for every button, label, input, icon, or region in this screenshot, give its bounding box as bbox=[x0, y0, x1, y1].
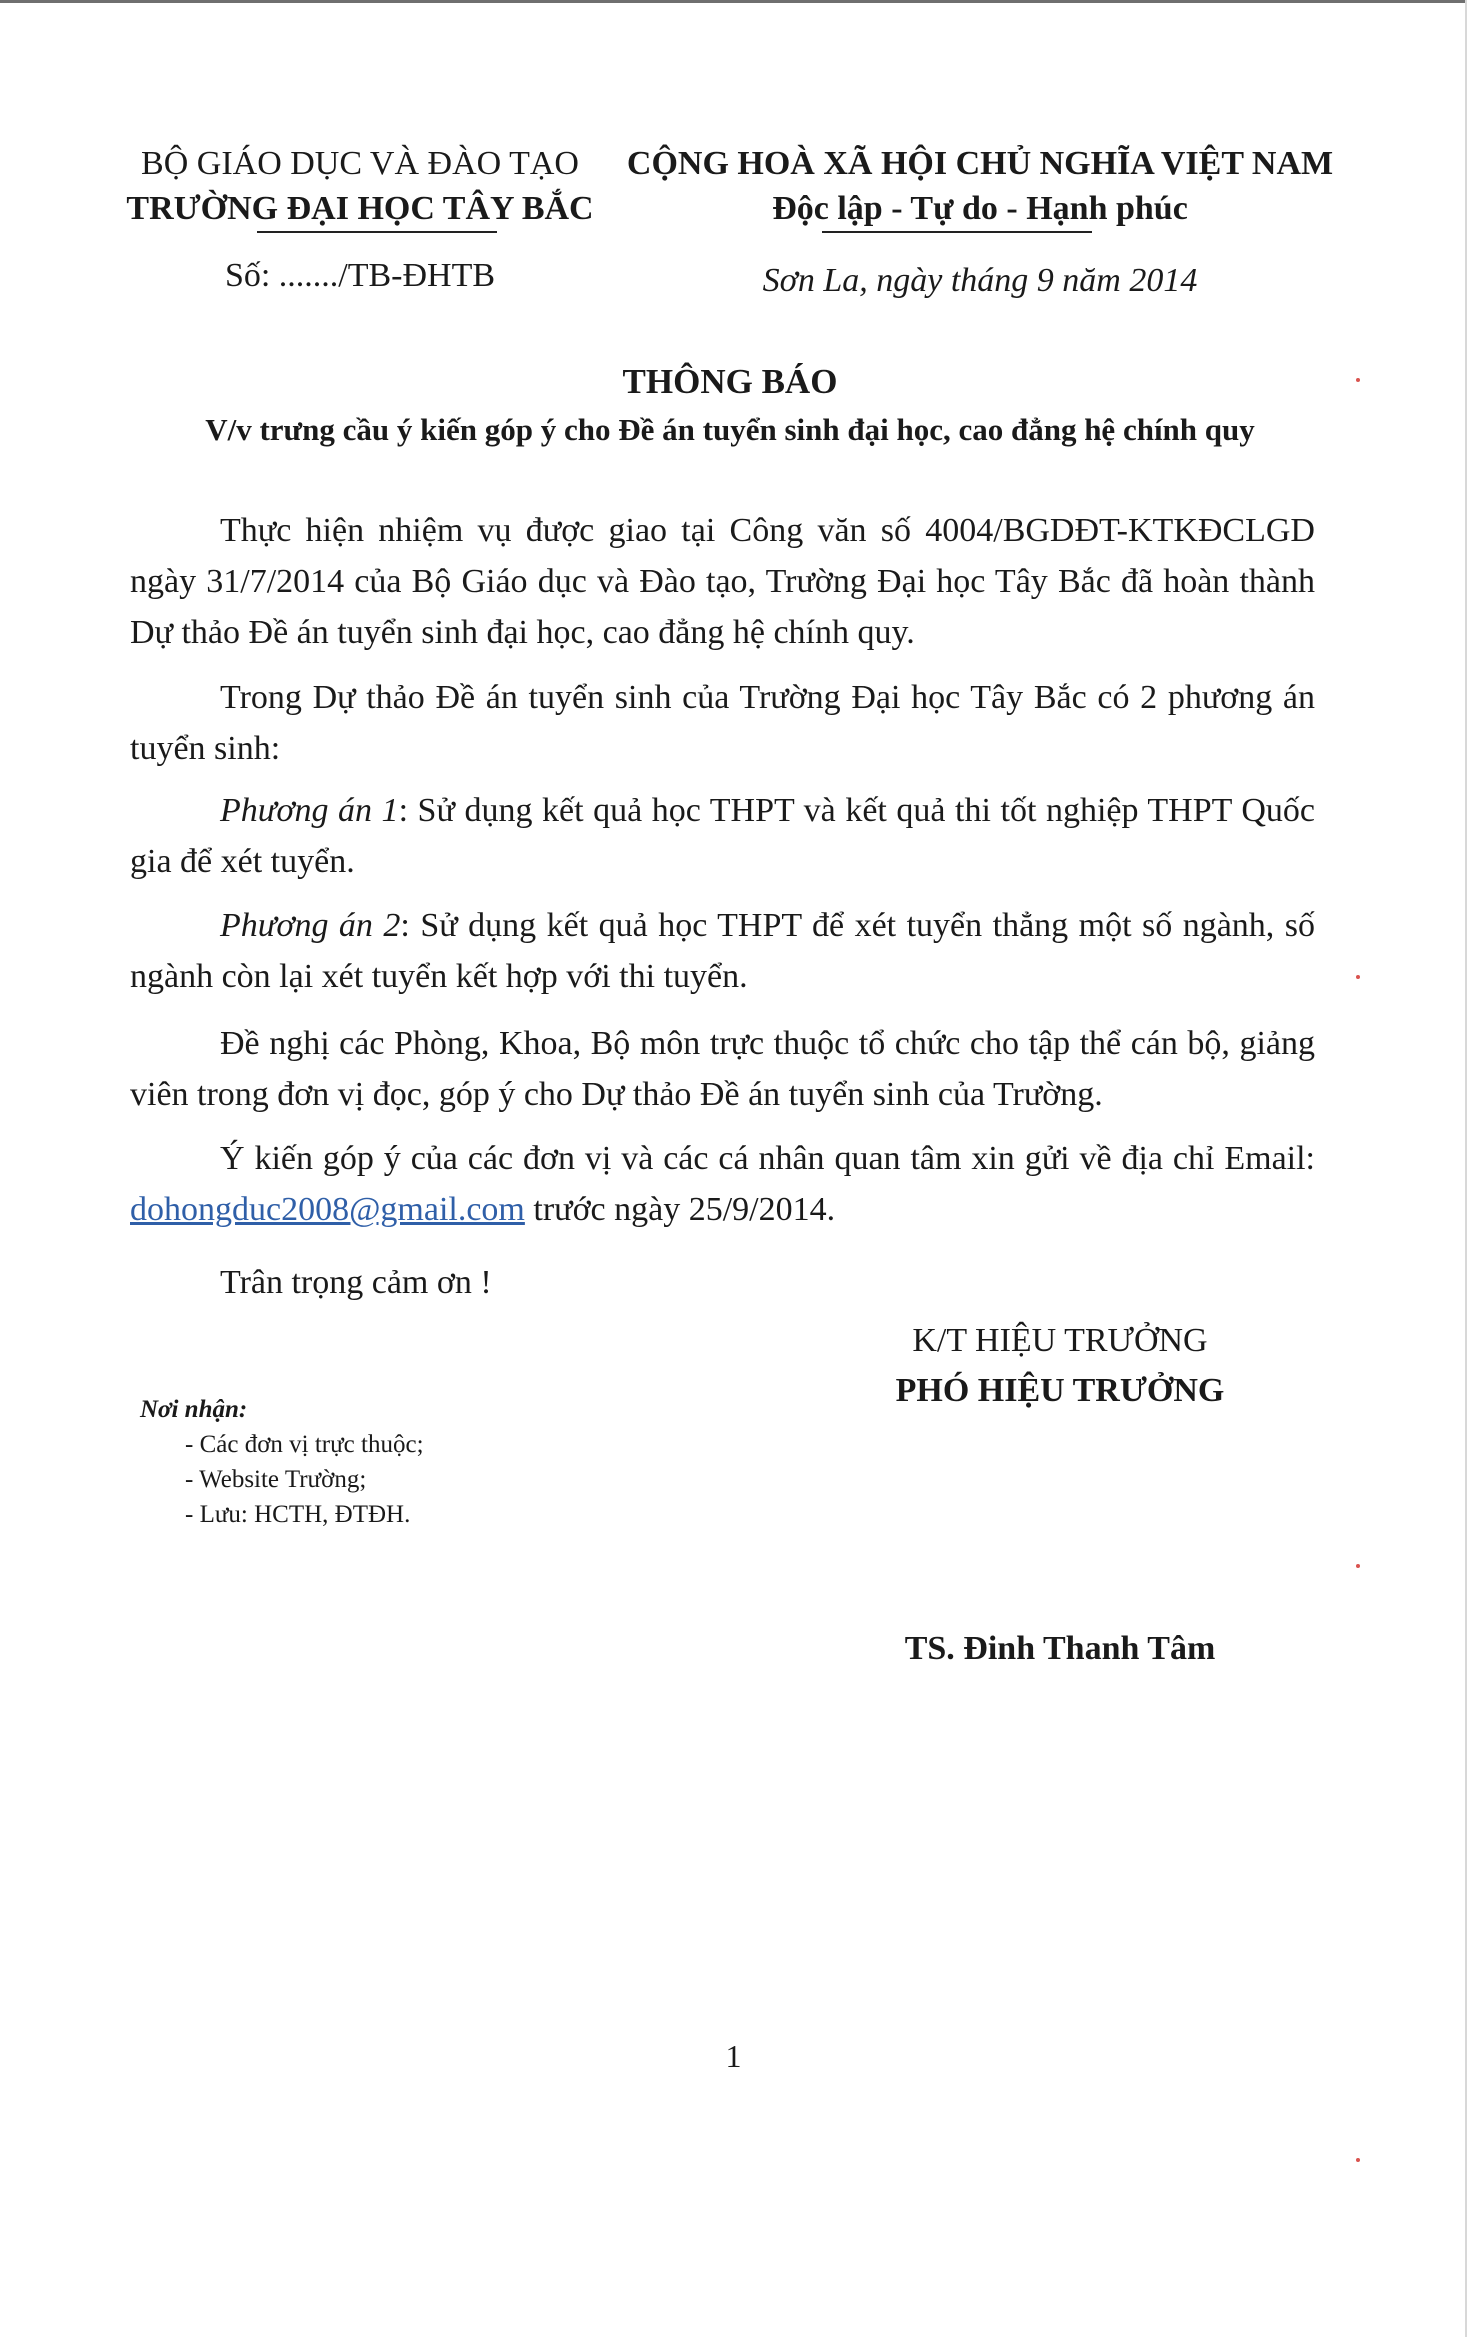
option-1-label: Phương án 1 bbox=[220, 792, 399, 829]
national-motto: Độc lập - Tự do - Hạnh phúc bbox=[772, 190, 1188, 227]
option-2-text: : Sử dụng kết quả học THPT để xét tuyển thẳng một số ngành, số ngành còn lại xét tuyển kết hợp với thi tuyển. bbox=[130, 907, 1316, 995]
paragraph-1: Thực hiện nhiệm vụ được giao tại Công văn số 4004/BGDĐT-KTKĐCLGD ngày 31/7/2014 của Bộ Giáo dục và Đào tạo, Trường Đại học Tây Bắc đã hoàn thành Dự thảo Đề án tuyển sinh đại học, cao đẳng hệ chính quy. bbox=[130, 512, 1315, 651]
recipient-item: - Lưu: HCTH, ĐTĐH. bbox=[185, 1501, 411, 1528]
paragraph-request: Đề nghị các Phòng, Khoa, Bộ môn trực thuộc tổ chức cho tập thể cán bộ, giảng viên trong đơn vị đọc, góp ý cho Dự thảo Đề án tuyển sinh của Trường. bbox=[130, 1025, 1315, 1113]
contact-text: Ý kiến góp ý của các đơn vị và các cá nhân quan tâm xin gửi về địa chỉ Email: bbox=[220, 1140, 1315, 1177]
scan-edge bbox=[0, 0, 1467, 3]
university-name: TRƯỜNG ĐẠI HỌC TÂY BẮC bbox=[126, 190, 594, 227]
paragraph-2: Trong Dự thảo Đề án tuyển sinh của Trường Đại học Tây Bắc có 2 phương án tuyển sinh: bbox=[130, 679, 1315, 767]
signer-name: TS. Đinh Thanh Tâm bbox=[904, 1630, 1216, 1667]
recipients-title: Nơi nhận: bbox=[140, 1396, 248, 1423]
notice-subject: V/v trưng cầu ý kiến góp ý cho Đề án tuyển sinh đại học, cao đẳng hệ chính quy bbox=[205, 412, 1255, 447]
closing-text: Trân trọng cảm ơn ! bbox=[220, 1264, 492, 1301]
ministry-name: BỘ GIÁO DỤC VÀ ĐÀO TẠO bbox=[141, 145, 579, 182]
place-date: Sơn La, ngày tháng 9 năm 2014 bbox=[762, 262, 1198, 299]
country-name: CỘNG HOÀ XÃ HỘI CHỦ NGHĨA VIỆT NAM bbox=[626, 145, 1334, 182]
page-number: 1 bbox=[725, 2038, 742, 2074]
paragraph-contact bbox=[130, 1133, 1315, 1235]
university-underline bbox=[257, 231, 497, 233]
paragraph-option-1 bbox=[130, 785, 1315, 887]
signature-line-2: PHÓ HIỆU TRƯỞNG bbox=[895, 1372, 1225, 1409]
notice-heading: THÔNG BÁO bbox=[622, 362, 838, 401]
scan-speck bbox=[1356, 1564, 1360, 1568]
scan-speck bbox=[1356, 378, 1360, 382]
recipient-item: - Các đơn vị trực thuộc; bbox=[185, 1431, 424, 1458]
paragraph-option-2 bbox=[130, 900, 1315, 1002]
scan-speck bbox=[1356, 975, 1360, 979]
email-link[interactable]: dohongduc2008@gmail.com bbox=[130, 1191, 525, 1228]
recipients-block bbox=[140, 1392, 424, 1532]
signature-line-1: K/T HIỆU TRƯỞNG bbox=[912, 1322, 1208, 1359]
option-1-text: : Sử dụng kết quả học THPT và kết quả thi tốt nghiệp THPT Quốc gia để xét tuyển. bbox=[130, 792, 1315, 880]
deadline-text: trước ngày 25/9/2014. bbox=[524, 1191, 836, 1228]
motto-underline bbox=[822, 231, 1092, 233]
document-number: Số: ......./TB-ĐHTB bbox=[224, 257, 496, 294]
recipient-item: - Website Trường; bbox=[185, 1466, 367, 1493]
option-2-label: Phương án 2 bbox=[220, 907, 401, 944]
scan-speck bbox=[1356, 2158, 1360, 2162]
